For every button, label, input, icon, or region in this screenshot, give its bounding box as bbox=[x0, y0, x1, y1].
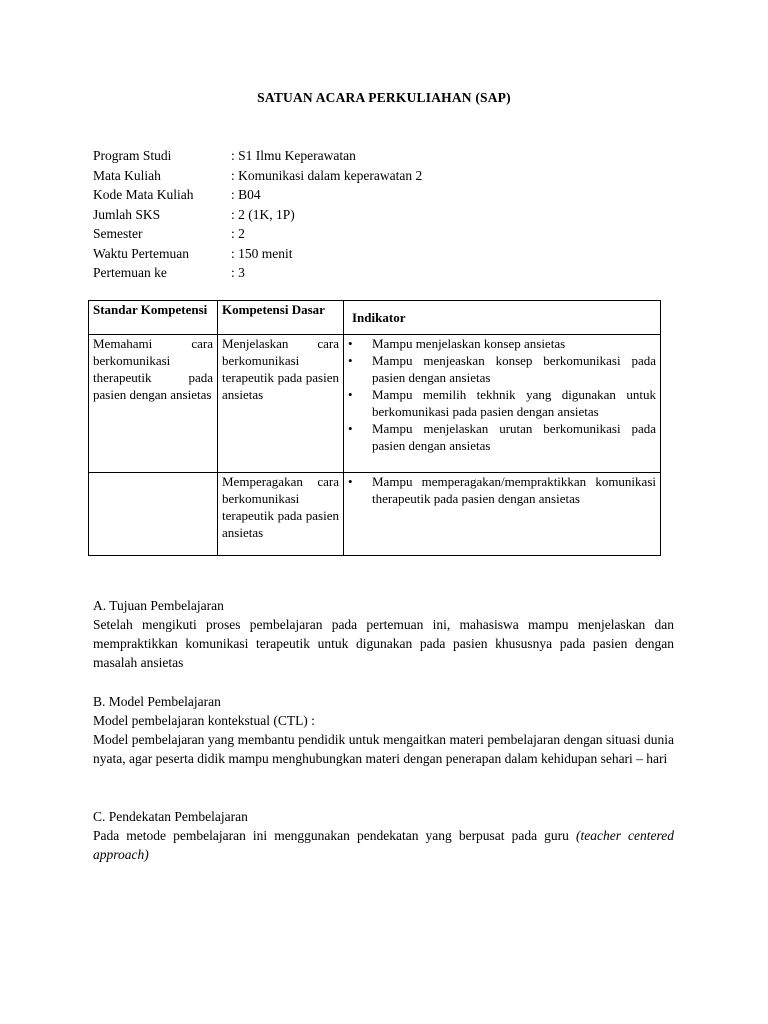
info-row bbox=[93, 166, 422, 186]
indikator-cell bbox=[344, 335, 661, 473]
indikator-list bbox=[348, 335, 656, 454]
info-label: Waktu Pertemuan bbox=[93, 245, 190, 261]
kompetensi-dasar-cell: Menjelaskan cara berkomunikasi terapeutik pada pasien ansietas bbox=[218, 335, 344, 473]
section-model bbox=[93, 692, 674, 768]
info-value: : 2 (1K, 1P) bbox=[231, 206, 295, 222]
info-row bbox=[93, 263, 422, 283]
info-row bbox=[93, 244, 422, 264]
info-value: : 2 bbox=[231, 226, 245, 241]
info-value: : 3 bbox=[231, 265, 245, 280]
header-kompetensi-dasar: Kompetensi Dasar bbox=[218, 301, 344, 335]
document-title: SATUAN ACARA PERKULIAHAN (SAP) bbox=[257, 90, 511, 105]
section-heading: C. Pendekatan Pembelajaran bbox=[93, 809, 248, 824]
section-body bbox=[93, 826, 674, 864]
section-body: Model pembelajaran yang membantu pendidik untuk mengaitkan materi pembelajaran dengan situasi dunia nyata, agar peserta didik mampu menghubungkan materi dengan penerapan dalam kehidupan sehari – hari bbox=[93, 732, 674, 766]
indikator-cell bbox=[344, 473, 661, 556]
course-info-table bbox=[93, 146, 422, 283]
info-label: Kode Mata Kuliah bbox=[93, 187, 194, 202]
info-label: Semester bbox=[93, 226, 143, 241]
table-header-row bbox=[89, 301, 661, 335]
section-heading: A. Tujuan Pembelajaran bbox=[93, 598, 224, 613]
info-label: Mata Kuliah bbox=[93, 167, 161, 183]
section-subheading: Model pembelajaran kontekstual (CTL) : bbox=[93, 713, 315, 728]
section-body-italic: (teacher centered approach) bbox=[93, 828, 675, 862]
header-indikator: Indikator bbox=[344, 301, 661, 335]
standar-kompetensi-cell bbox=[89, 473, 218, 556]
table-row bbox=[89, 335, 661, 473]
section-tujuan bbox=[93, 596, 674, 672]
info-row bbox=[93, 224, 422, 244]
section-heading: B. Model Pembelajaran bbox=[93, 694, 221, 709]
list-item: • Mampu menjelaskan konsep ansietas bbox=[348, 335, 656, 352]
section-body-text: Pada metode pembelajaran ini menggunakan pendekatan yang berpusat pada guru bbox=[93, 828, 569, 843]
list-item: • Mampu memilih tekhnik yang digunakan untuk berkomunikasi pada pasien dengan ansietas bbox=[348, 386, 656, 420]
info-label: Program Studi bbox=[93, 148, 172, 163]
info-row bbox=[93, 146, 422, 166]
info-label: Pertemuan ke bbox=[93, 265, 167, 280]
kompetensi-dasar-cell: Memperagakan cara berkomunikasi terapeutik pada pasien ansietas bbox=[218, 473, 344, 556]
info-row bbox=[93, 185, 422, 205]
info-label: Jumlah SKS bbox=[93, 206, 161, 222]
info-value: : B04 bbox=[231, 187, 261, 202]
list-item: • Mampu menjeaskan konsep berkomunikasi pada pasien dengan ansietas bbox=[348, 352, 656, 386]
section-body: Setelah mengikuti proses pembelajaran pada pertemuan ini, mahasiswa mampu menjelaskan dan mempraktikkan komunikasi terapeutik untuk digunakan pada pasien khususnya pada pasien dengan masalah ansietas bbox=[93, 617, 674, 670]
list-item: • Mampu memperagakan/mempraktikkan komunikasi therapeutik pada pasien dengan ansietas bbox=[348, 473, 656, 507]
competency-table bbox=[88, 300, 661, 556]
section-pendekatan bbox=[93, 807, 674, 864]
table-row bbox=[89, 473, 661, 556]
standar-kompetensi-cell: Memahami cara berkomunikasi therapeutik pada pasien dengan ansietas bbox=[89, 335, 218, 473]
header-standar-kompetensi: Standar Kompetensi bbox=[89, 301, 218, 335]
list-item: • Mampu menjelaskan urutan berkomunikasi pada pasien dengan ansietas bbox=[348, 420, 656, 454]
indikator-list bbox=[348, 473, 656, 507]
info-row bbox=[93, 205, 422, 225]
info-value: : Komunikasi dalam keperawatan 2 bbox=[231, 167, 423, 183]
info-value: : S1 Ilmu Keperawatan bbox=[231, 148, 356, 163]
info-value: : 150 menit bbox=[231, 245, 293, 261]
